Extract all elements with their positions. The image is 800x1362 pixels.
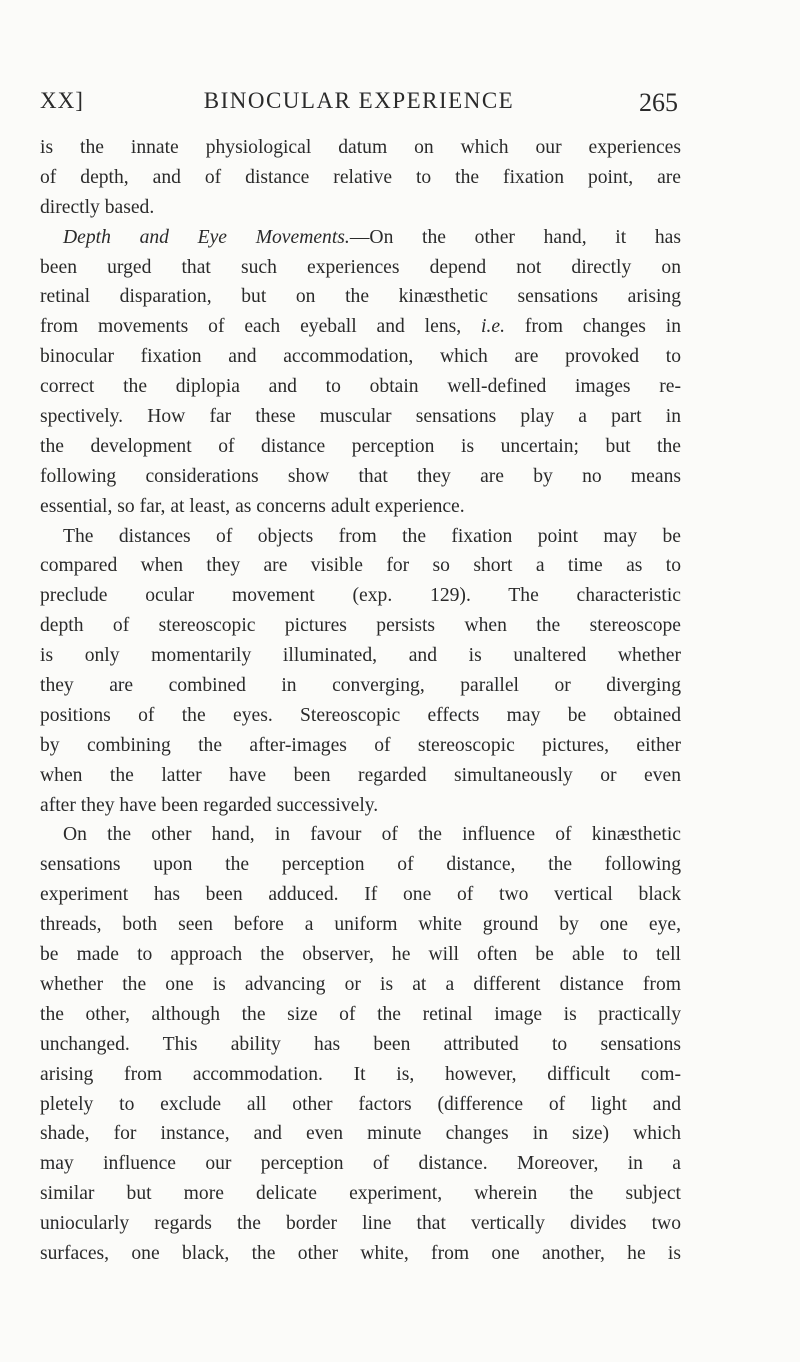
- text-line: the development of distance perception is uncertain; but the: [40, 435, 681, 457]
- text-line: essential, so far, at least, as concerns adult experience.: [40, 495, 465, 517]
- text-line: compared when they are visible for so short a time as to: [40, 555, 681, 577]
- text-line: directly based.: [40, 196, 155, 218]
- text-line: positions of the eyes. Stereoscopic effects may be obtained: [40, 704, 681, 726]
- text-line: On the other hand, in favour of the influence of kinæsthetic: [63, 824, 681, 846]
- running-title: BINOCULAR EXPERIENCE: [203, 88, 515, 113]
- text-line: experiment has been adduced. If one of two vertical black: [40, 884, 681, 906]
- text-line: is the innate physiological datum on which our experiences: [40, 137, 681, 158]
- text-line: pletely to exclude all other factors (difference of light and: [40, 1093, 681, 1115]
- text-line: of depth, and of distance relative to the fixation point, are: [40, 166, 681, 188]
- text-line: unchanged. This ability has been attributed to sensations: [40, 1033, 681, 1055]
- body-text: [40, 133, 681, 1269]
- text-line: retinal disparation, but on the kinæsthetic sensations arising: [40, 286, 681, 308]
- text-line: [40, 312, 681, 342]
- text-line: The distances of objects from the fixation point may be: [63, 525, 681, 547]
- text-line: been urged that such experiences depend not directly on: [40, 256, 681, 278]
- text-line: may influence our perception of distance. Moreover, in a: [40, 1153, 681, 1175]
- text-line: depth of stereoscopic pictures persists when the stereoscope: [40, 615, 681, 637]
- text-fragment: from movements of each eyeball and lens,: [40, 316, 462, 338]
- text-line: threads, both seen before a uniform white ground by one eye,: [40, 914, 681, 936]
- text-line: binocular fixation and accommodation, which are provoked to: [40, 346, 681, 368]
- text-line: they are combined in converging, parallel or diverging: [40, 675, 681, 697]
- text-line: surfaces, one black, the other white, from one another, he is: [40, 1242, 681, 1264]
- text-line: uniocularly regards the border line that vertically divides two: [40, 1213, 681, 1235]
- text-line: by combining the after-images of stereoscopic pictures, either: [40, 734, 681, 756]
- text-line: whether the one is advancing or is at a different distance from: [40, 973, 681, 995]
- text-line: [40, 223, 681, 253]
- italic-abbreviation: i.e.: [481, 316, 505, 338]
- text-line: the other, although the size of the retinal image is practically: [40, 1003, 681, 1025]
- text-line: similar but more delicate experiment, wherein the subject: [40, 1183, 681, 1205]
- text-fragment: —On the other hand, it has: [349, 226, 681, 248]
- text-line: sensations upon the perception of distance, the following: [40, 854, 681, 876]
- chapter-number: XX]: [40, 88, 84, 113]
- text-line: following considerations show that they are by no means: [40, 465, 681, 487]
- page-number: 265: [639, 88, 678, 117]
- text-line: correct the diplopia and to obtain well-defined images re-: [40, 376, 681, 398]
- text-line: arising from accommodation. It is, however, difficult com-: [40, 1063, 681, 1085]
- running-head: [40, 88, 678, 122]
- text-line: shade, for instance, and even minute changes in size) which: [40, 1123, 681, 1145]
- text-line: when the latter have been regarded simultaneously or even: [40, 764, 681, 786]
- text-line: after they have been regarded successively.: [40, 794, 379, 816]
- section-heading: Depth and Eye Movements.: [63, 226, 350, 248]
- text-fragment: from changes in: [524, 316, 682, 338]
- text-line: be made to approach the observer, he will often be able to tell: [40, 944, 681, 966]
- text-line: is only momentarily illuminated, and is unaltered whether: [40, 645, 681, 667]
- text-line: preclude ocular movement (exp. 129). The characteristic: [40, 585, 681, 607]
- text-line: spectively. How far these muscular sensations play a part in: [40, 406, 681, 428]
